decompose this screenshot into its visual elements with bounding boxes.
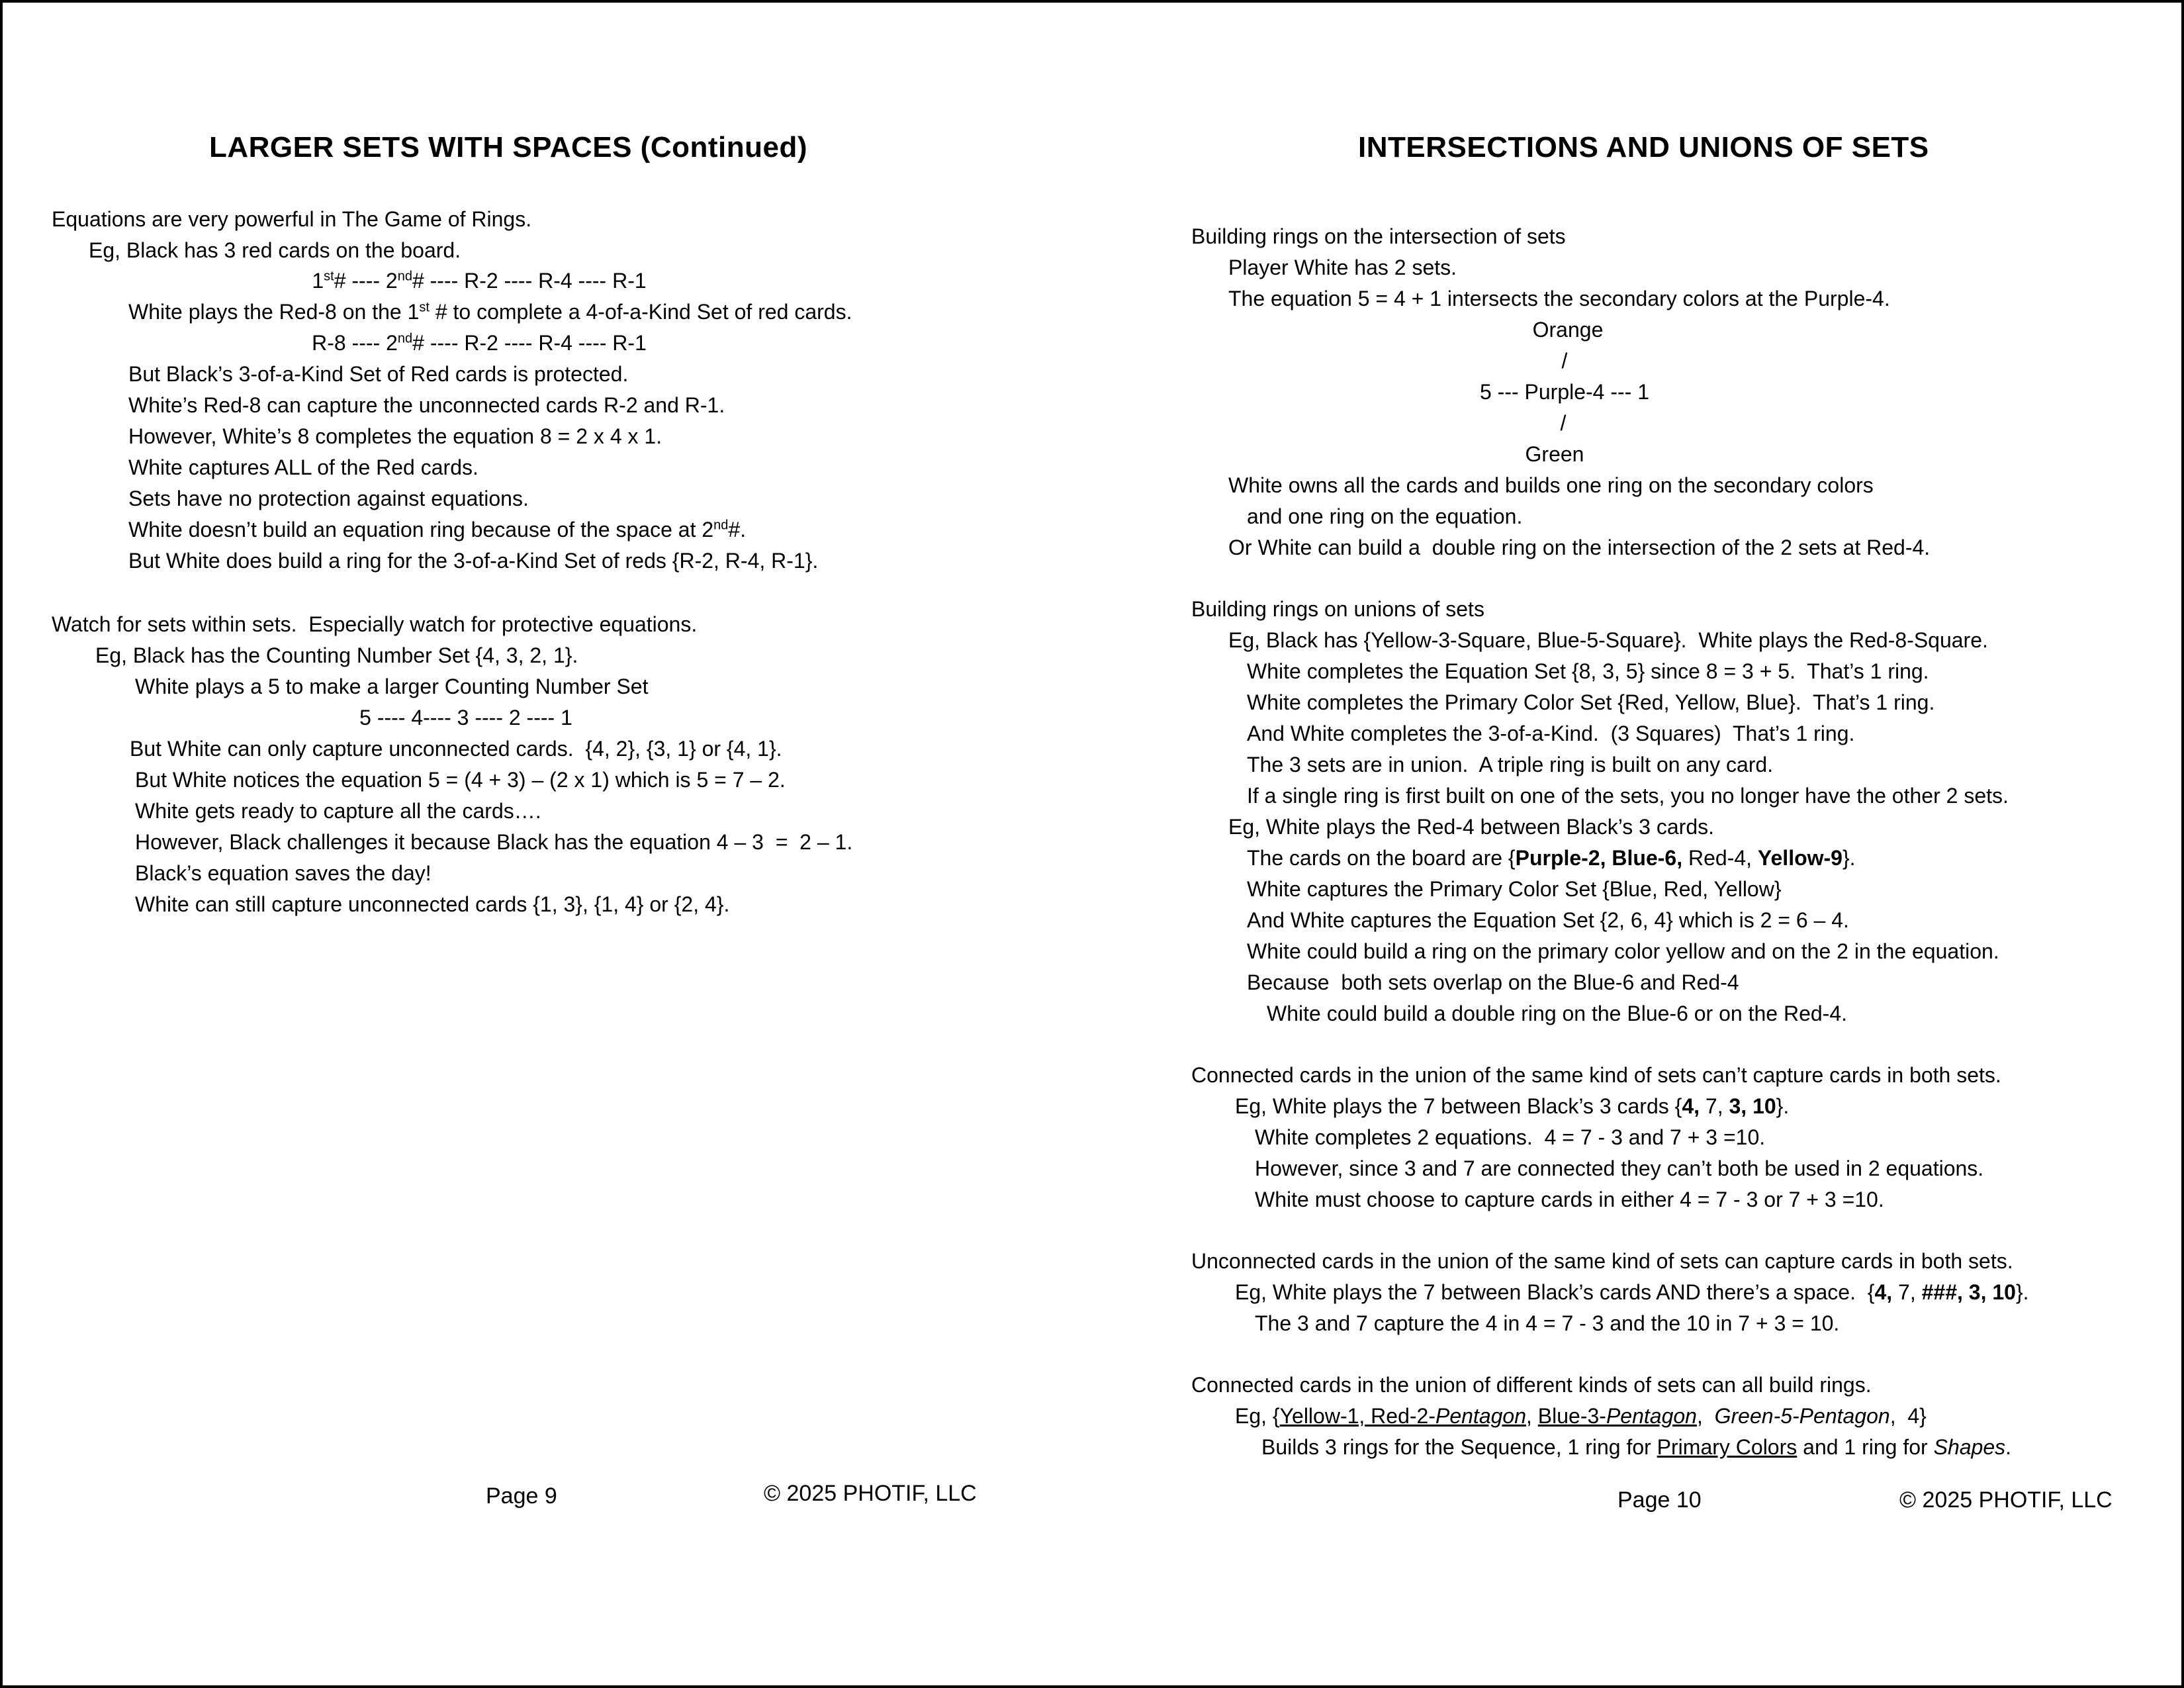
text-line: / — [1560, 411, 1567, 435]
copyright: © 2025 PHOTIF, LLC — [764, 1481, 977, 1506]
text-line: However, since 3 and 7 are connected they can’t both be used in 2 equations. — [1255, 1156, 1984, 1180]
text-line: Eg, White plays the Red-4 between Black’s 3 cards. — [1228, 815, 1714, 839]
text-line: White plays the Red-8 on the 1st # to complete a 4-of-a-Kind Set of red cards. — [128, 300, 852, 324]
text-line: Unconnected cards in the union of the same kind of sets can capture cards in both sets. — [1191, 1249, 2013, 1273]
text-line: White gets ready to capture all the cards…. — [135, 799, 541, 823]
page-number: Page 10 — [1617, 1487, 1702, 1513]
text-line: Player White has 2 sets. — [1228, 256, 1457, 279]
text-line: Green — [1525, 442, 1584, 466]
text-line: White’s Red-8 can capture the unconnected cards R-2 and R-1. — [128, 393, 725, 417]
text-line: The 3 sets are in union. A triple ring is built on any card. — [1247, 753, 1774, 776]
text-line: If a single ring is first built on one of the sets, you no longer have the other 2 sets. — [1247, 784, 2009, 808]
text-line: 1st# ---- 2nd# ---- R-2 ---- R-4 ---- R-1 — [312, 269, 647, 293]
text-line: Eg, Black has {Yellow-3-Square, Blue-5-Square}. White plays the Red-8-Square. — [1228, 628, 1988, 652]
page-title: INTERSECTIONS AND UNIONS OF SETS — [1358, 131, 1929, 164]
text-line: White could build a ring on the primary color yellow and on the 2 in the equation. — [1247, 939, 1999, 963]
text-line: White owns all the cards and builds one ring on the secondary colors — [1228, 473, 1874, 497]
text-line: But White notices the equation 5 = (4 + 3) – (2 x 1) which is 5 = 7 – 2. — [135, 768, 786, 792]
text-line: However, Black challenges it because Black has the equation 4 – 3 = 2 – 1. — [135, 830, 853, 854]
text-line: But White can only capture unconnected cards. {4, 2}, {3, 1} or {4, 1}. — [130, 737, 782, 761]
text-line: Black’s equation saves the day! — [135, 861, 432, 885]
text-line: R-8 ---- 2nd# ---- R-2 ---- R-4 ---- R-1 — [312, 331, 647, 355]
page-9 — [3, 3, 1088, 1685]
text-line: White captures the Primary Color Set {Blue, Red, Yellow} — [1247, 877, 1782, 901]
text-line: and one ring on the equation. — [1247, 504, 1523, 528]
text-line: The equation 5 = 4 + 1 intersects the secondary colors at the Purple-4. — [1228, 287, 1890, 310]
text-line: Sets have no protection against equations. — [128, 487, 529, 510]
text-line: White completes the Equation Set {8, 3, 5} since 8 = 3 + 5. That’s 1 ring. — [1247, 659, 1929, 683]
text-line: Builds 3 rings for the Sequence, 1 ring for Primary Colors and 1 ring for Shapes. — [1261, 1435, 2012, 1459]
text-line: Connected cards in the union of different kinds of sets can all build rings. — [1191, 1373, 1872, 1397]
page-10 — [1088, 3, 2181, 1685]
text-line: Because both sets overlap on the Blue-6 and Red-4 — [1247, 970, 1739, 994]
text-line: White plays a 5 to make a larger Counting Number Set — [135, 675, 649, 698]
text-line: Connected cards in the union of the same kind of sets can’t capture cards in both sets. — [1191, 1063, 2001, 1087]
text-line: And White completes the 3-of-a-Kind. (3 Squares) That’s 1 ring. — [1247, 722, 1855, 745]
text-line: Eg, White plays the 7 between Black’s 3 cards {4, 7, 3, 10}. — [1235, 1094, 1790, 1118]
text-line: Orange — [1532, 318, 1604, 342]
text-line: The 3 and 7 capture the 4 in 4 = 7 - 3 and the 10 in 7 + 3 = 10. — [1255, 1311, 1840, 1335]
text-line: 5 --- Purple-4 --- 1 — [1479, 380, 1650, 404]
copyright: © 2025 PHOTIF, LLC — [1899, 1487, 2113, 1513]
text-line: Eg, White plays the 7 between Black’s cards AND there’s a space. {4, 7, ###, 3, 10}. — [1235, 1280, 2029, 1304]
text-line: 5 ---- 4---- 3 ---- 2 ---- 1 — [359, 706, 572, 729]
text-line: White captures ALL of the Red cards. — [128, 455, 478, 479]
text-line: White completes the Primary Color Set {Red, Yellow, Blue}. That’s 1 ring. — [1247, 690, 1935, 714]
text-line: Equations are very powerful in The Game of Rings. — [52, 207, 532, 231]
text-line: Building rings on the intersection of sets — [1191, 224, 1566, 248]
page-number: Page 9 — [486, 1483, 557, 1509]
text-line: But White does build a ring for the 3-of-a-Kind Set of reds {R-2, R-4, R-1}. — [128, 549, 819, 573]
text-line: / — [1561, 349, 1568, 373]
text-line: White must choose to capture cards in either 4 = 7 - 3 or 7 + 3 =10. — [1255, 1188, 1884, 1211]
text-line: However, White’s 8 completes the equation 8 = 2 x 4 x 1. — [128, 424, 662, 448]
page-title: LARGER SETS WITH SPACES (Continued) — [209, 131, 807, 164]
text-line: White doesn’t build an equation ring because of the space at 2nd#. — [128, 518, 747, 541]
text-line: The cards on the board are {Purple-2, Blue-6, Red-4, Yellow-9}. — [1247, 846, 1856, 870]
text-line: White completes 2 equations. 4 = 7 - 3 and 7 + 3 =10. — [1255, 1125, 1766, 1149]
text-line: And White captures the Equation Set {2, 6, 4} which is 2 = 6 – 4. — [1247, 908, 1849, 932]
text-line: Eg, Black has the Counting Number Set {4, 3, 2, 1}. — [95, 643, 578, 667]
text-line: Watch for sets within sets. Especially watch for protective equations. — [52, 612, 698, 636]
text-line: Building rings on unions of sets — [1191, 597, 1484, 621]
text-line: Or White can build a double ring on the intersection of the 2 sets at Red-4. — [1228, 536, 1931, 559]
text-line: Eg, Black has 3 red cards on the board. — [89, 238, 461, 262]
text-line: White could build a double ring on the Blue-6 or on the Red-4. — [1267, 1002, 1847, 1025]
text-line: But Black’s 3-of-a-Kind Set of Red cards is protected. — [128, 362, 629, 386]
text-line: Eg, {Yellow-1, Red-2-Pentagon, Blue-3-Pentagon, Green-5-Pentagon, 4} — [1235, 1404, 1927, 1428]
text-line: White can still capture unconnected cards {1, 3}, {1, 4} or {2, 4}. — [135, 892, 730, 916]
